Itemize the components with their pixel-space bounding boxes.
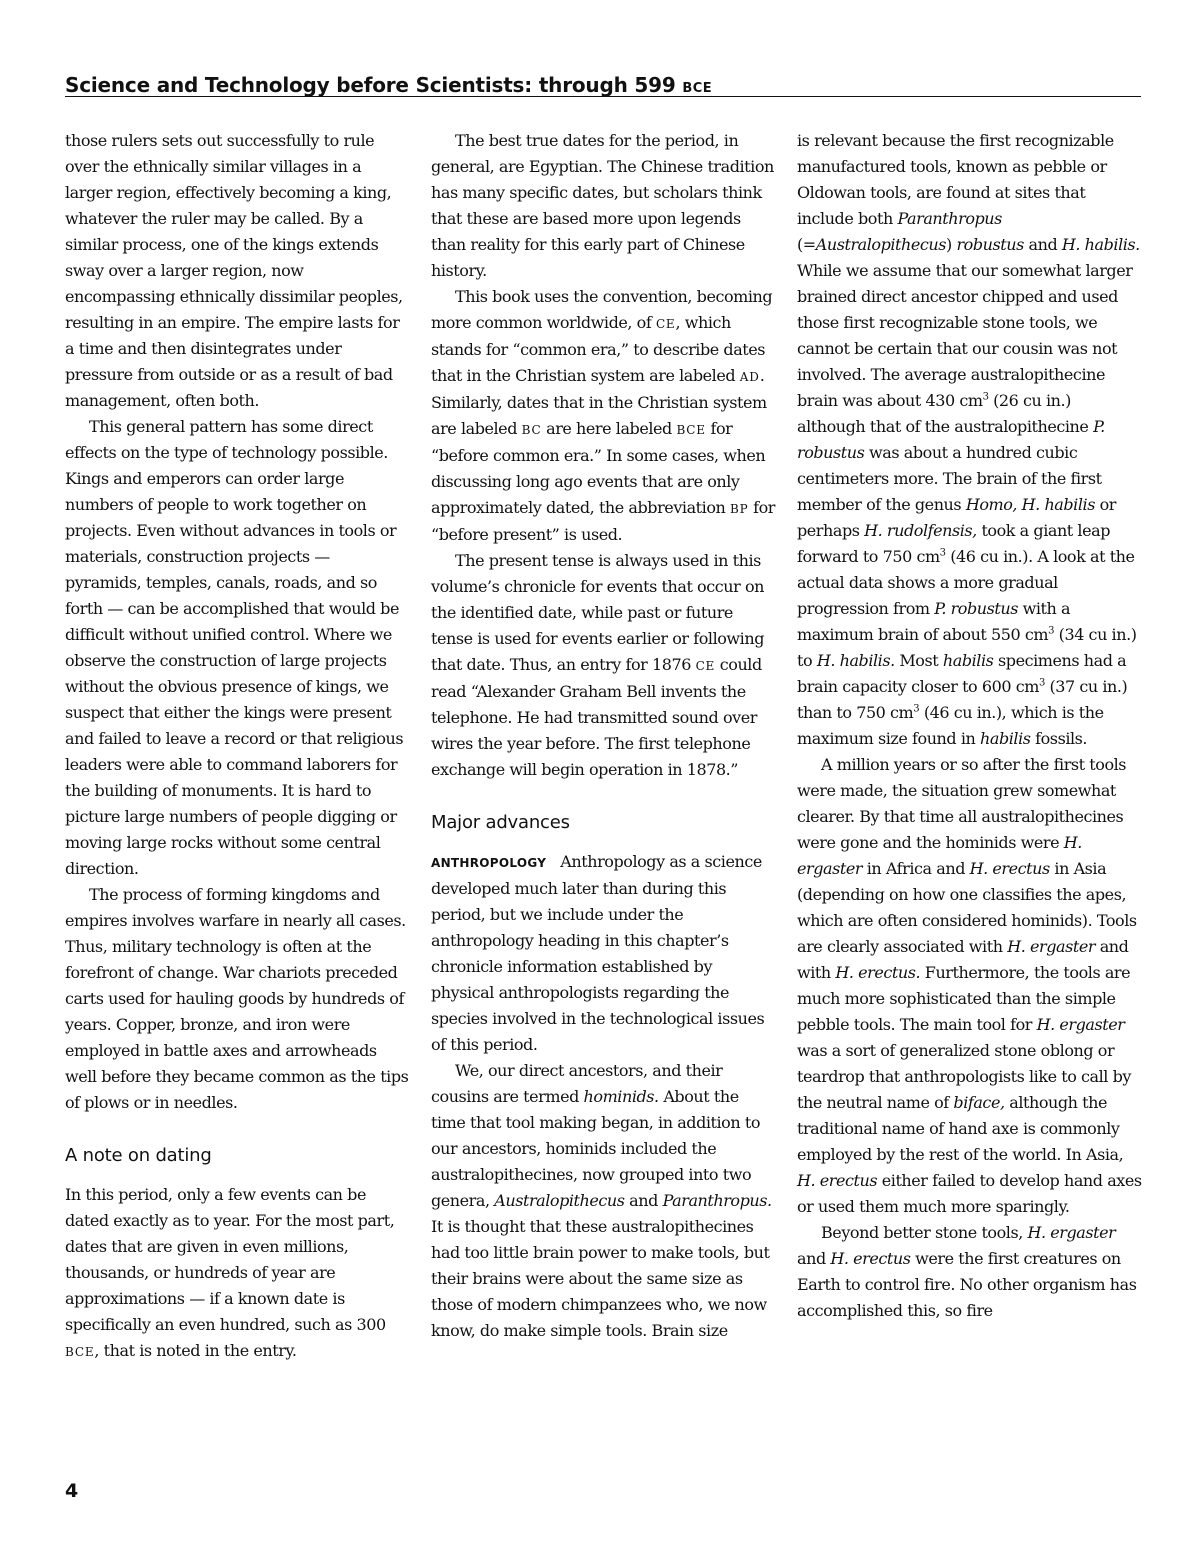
paragraph: In this period, only a few events can be dated exactly as to year. For the most part, dates that are given in even millions, thousands, or hundreds of year are approximations — if a known date is specifically an even hundred, such as 300 BCE, that is noted in the entry. bbox=[65, 1185, 395, 1360]
paragraph: those rulers sets out successfully to rule over the ethnically similar villages in a larger region, effectively becoming a king, whatever the ruler may be called. By a similar process, one of the kings extends sway over a larger region, now encompassing ethnically dissimilar peoples, resulting in an empire. The empire lasts for a time and then disintegrates under pressure from outside or as a result of bad management, often both. bbox=[65, 131, 403, 410]
paragraph: This general pattern has some direct effects on the type of technology possible. Kings and emperors can order large numbers of people to work together on projects. Even without advances in tools or materials, construction projects — pyramids, temples, canals, roads, and so forth — can be accomplished that would be difficult without unified control. Where we observe the construction of large projects without the obvious presence of kings, we suspect that either the kings were present and failed to leave a record or that religious leaders were able to command laborers for the building of monuments. It is hard to picture large numbers of people digging or moving large rocks without some central direction. bbox=[65, 417, 404, 878]
paragraph: Beyond better stone tools, H. ergaster and H. erectus were the first creatures on Earth to control fire. No other organism has accomplished this, so fire bbox=[797, 1223, 1137, 1320]
text-column-2 bbox=[431, 128, 776, 1344]
text-column-3 bbox=[797, 128, 1142, 1324]
paragraph: A million years or so after the first tools were made, the situation grew somewhat clearer. By that time all australopithecines were gone and the hominids were H. ergaster in Africa and H. erectus in Asia (depending on how one classifies the apes, which are often considered hominids). Tools are clearly associated with H. ergaster and with H. erectus. Furthermore, the tools are much more sophisticated than the simple pebble tools. The main tool for H. ergaster was a sort of generalized stone oblong or teardrop that anthropologists like to call by the neutral name of biface, although the traditional name of hand axe is commonly employed by the rest of the world. In Asia, H. erectus either failed to develop hand axes or used them much more sparingly. bbox=[797, 755, 1142, 1216]
header-rule bbox=[65, 96, 1141, 97]
paragraph: The best true dates for the period, in general, are Egyptian. The Chinese tradition has many specific dates, but scholars think that these are based more upon legends than reality for this early part of Chinese history. bbox=[431, 131, 774, 280]
paragraph: The present tense is always used in this volume’s chronicle for events that occur on the identified date, while past or future tense is used for events earlier or following that date. Thus, an entry for 1876 CE could read “Alexander Graham Bell invents the telephone. He had transmitted sound over wires the year before. The first telephone exchange will begin operation in 1878.” bbox=[431, 551, 764, 779]
runin-heading-anthropology: ANTHROPOLOGY bbox=[431, 856, 547, 870]
section-heading-dating: A note on dating bbox=[65, 1145, 212, 1166]
paragraph: We, our direct ancestors, and their cousins are termed hominids. About the time that tool making began, in addition to our ancestors, hominids included the australopithecines, now grouped into two genera, Australopithecus and Paranthropus. It is thought that these australopithecines had too little brain power to make tools, but their brains were about the same size as those of modern chimpanzees who, we now know, do make simple tools. Brain size bbox=[431, 1061, 772, 1340]
paragraph: This book uses the convention, becoming more common worldwide, of CE, which stands for “common era,” to describe dates that in the Christian system are labeled AD. Similarly, dates that in the Christian system are labeled BC are here labeled BCE for “before common era.” In some cases, when discussing long ago events that are only approximately dated, the abbreviation BP for “before present” is used. bbox=[431, 287, 775, 544]
page-number: 4 bbox=[65, 1480, 79, 1502]
paragraph: ANTHROPOLOGY Anthropology as a science developed much later than during this period, but we include under the anthropology heading in this chapter’s chronicle information established by physical anthropologists regarding the species involved in the technological issues of this period. bbox=[431, 852, 765, 1054]
paragraph: The process of forming kingdoms and empires involves warfare in nearly all cases. Thus, military technology is often at the forefront of change. War chariots preceded carts used for hauling goods by hundreds of years. Copper, bronze, and iron were employed in battle axes and arrowheads well before they became common as the tips of plows or in needles. bbox=[65, 885, 409, 1112]
paragraph: is relevant because the first recognizable manufactured tools, known as pebble or Oldowan tools, are found at sites that include both Paranthropus (=Australopithecus) robustus and H. habilis. While we assume that our somewhat larger brained direct ancestor chipped and used those first recognizable stone tools, we cannot be certain that our cousin was not involved. The average australopithecine brain was about 430 $cm^3$ (26 cu in.) although that of the australopithecine P. robustus was about a hundred cubic centimeters more. The brain of the first member of the genus Homo, H. habilis or perhaps H. rudolfensis, took a giant leap forward to 750 $cm^3$ (46 cu in.). A look at the actual data shows a more gradual progression from P. robustus with a maximum brain of about 550 $cm^3$ (34 cu in.) to H. habilis. Most habilis specimens had a brain capacity closer to 600 $cm^3$ (37 cu in.) than to 750 $cm^3$ (46 cu in.), which is the maximum size found in habilis fossils. bbox=[797, 131, 1140, 748]
running-head-title: Science and Technology before Scientists: through 599 bbox=[65, 73, 676, 97]
text-column-1 bbox=[65, 128, 410, 1365]
running-head-era: BCE bbox=[682, 81, 713, 96]
section-heading-major-advances: Major advances bbox=[431, 812, 570, 833]
